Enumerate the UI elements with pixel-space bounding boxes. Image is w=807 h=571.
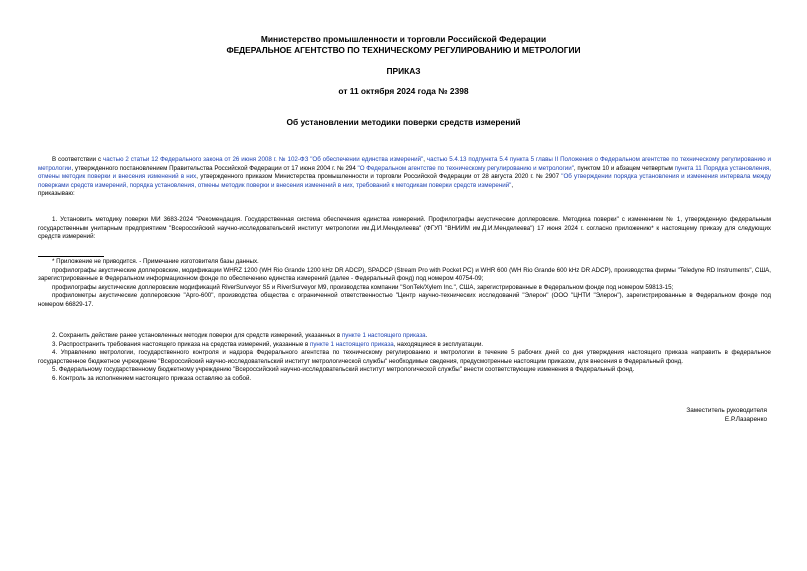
preamble-text-1: В соответствии с (52, 156, 104, 163)
item-1 (38, 216, 771, 242)
item-2-text: 2. Сохранить действие ранее установленных методик поверки для средств измерений, указанных в (52, 332, 342, 339)
signature-block (527, 406, 767, 424)
agency-heading: ФЕДЕРАЛЬНОЕ АГЕНТСТВО ПО ТЕХНИЧЕСКОМУ РЕГУЛИРОВАНИЮ И МЕТРОЛОГИИ (226, 45, 581, 55)
preamble-text-4: , пунктом 10 и абзацем четвертым (573, 164, 675, 172)
preamble-text-5: , утвержденного приказом Министерства промышленности и торговли Российской Федерации от 28 августа 2020 г. № 2907 (196, 173, 562, 181)
document-title: Об установлении методики поверки средств измерений (286, 117, 521, 127)
prikazyvayu: приказываю: (38, 190, 75, 198)
resolution-link[interactable]: "О Федеральном агентстве по техническому регулированию и метрологии" (357, 164, 574, 172)
device-item: профилографы акустические доплеровские, модификации WHRZ 1200 (WH Rio Grande 1200 kHz DR ADCP), SPADCP (Stream Pro with Pocket PC) и WHR 600 (WH Rio Grande 600 kHz DR ADCP), производства фирмы "Teledyne RD Instruments", США, зарегистрированные в Федеральном информационном фонде по обеспечению единства измерений (далее - Федеральный фонд) под номером 40754-09; (38, 266, 771, 283)
devices-list (38, 258, 771, 310)
item-3-end: , находящиеся в эксплуатации. (393, 340, 484, 348)
signatory-position: Заместитель руководителя (686, 407, 767, 414)
footnote: * Приложение не приводится. - Примечание изготовителя базы данных. (52, 258, 259, 265)
footnote-separator (38, 256, 104, 257)
item-3-link[interactable]: пункте 1 настоящего приказа (309, 340, 394, 348)
item-2-end: . (425, 332, 428, 339)
date-number: от 11 октября 2024 года № 2398 (338, 86, 469, 96)
preamble-text-2: , (423, 156, 427, 163)
doc-type-heading: ПРИКАЗ (386, 66, 421, 76)
order-link[interactable]: "Об утверждении порядка установления и изменения интервала между поверками средств измерений, порядка установления, отмены методик поверки и внесения изменений в них, требований к методикам поверки средств измерений" (38, 173, 771, 189)
regulation-link[interactable]: частью 5.4.13 подпункта 5.4 пункта 5 главы II Положения о Федеральном агентстве по техническому регулированию и метрологии (38, 156, 771, 172)
preamble (38, 156, 771, 199)
device-item: профилографы акустические доплеровские модификаций RiverSurveyor S5 и RiverSurveyor M9, производства компании "SonTek/Xylem Inc.", США, зарегистрированные в Федеральном фонде под номером 59813-15; (52, 283, 674, 291)
item-3-text: 3. Распространить требования настоящего приказа на средства измерений, указанные в (52, 340, 310, 348)
items-2-6 (38, 332, 771, 384)
preamble-paragraph (38, 156, 771, 190)
item-5: 5. Федеральному государственному бюджетному учреждению "Всероссийский научно-исследовательский институт метрологической службы" внести соответствующие изменения в Федеральный фонд. (52, 366, 635, 374)
law-link[interactable]: частью 2 статьи 12 Федерального закона от 26 июня 2008 г. № 102-ФЗ "Об обеспечении единства измерений" (103, 156, 424, 163)
device-item: профилометры акустические доплеровские "Арго-600", производства общества с ограниченной ответственностью "Центр научно-технических исследований "Элерон" (ООО "ЦНТИ "Элерон"), зарегистрированные в Федеральном фонде под номером 66829-17. (38, 292, 771, 308)
preamble-text-6: , (511, 181, 514, 189)
item-4: 4. Управлению метрологии, государственного контроля и надзора Федерального агентства по техническому регулированию и метрологии в течение 5 рабочих дней со дня утверждения настоящего приказа направить в федеральное государственное бюджетное учреждение "Всероссийский научно-исследовательский институт метрологической службы" необходимые сведения, предусмотренные настоящим приказом, для внесения в Федеральный фонд. (38, 349, 771, 365)
item-2 (38, 332, 771, 341)
item-3 (38, 341, 771, 350)
preamble-text-3: , утвержденного постановлением Правительства Российской Федерации от 17 июня 2004 г. № 294 (71, 164, 358, 172)
procedure-link[interactable]: пункта 11 Порядка установления, отмены методик поверки и внесения изменений в них (38, 164, 771, 181)
ministry-heading: Министерство промышленности и торговли Российской Федерации (260, 34, 547, 44)
signatory-name: Е.Р.Лазаренко (724, 416, 767, 423)
item-1-text: 1. Установить методику поверки МИ 3683-2024 "Рекомендация. Государственная система обеспечения единства измерений. Профилографы акустические доплеровские. Методика поверки" с изменением № 1, утвержденную федеральным государственным унитарным предприятием "Всероссийский научно-исследовательский институт метрологии им.Д.И.Менделеева" (ФГУП "ВНИИМ им.Д.И.Менделеева") 17 июня 2024 г. согласно приложению* к настоящему приказу для следующих средств измерений: (38, 216, 771, 241)
item-2-link[interactable]: пункте 1 настоящего приказа (341, 332, 426, 339)
item-6: 6. Контроль за исполнением настоящего приказа оставляю за собой. (52, 374, 252, 382)
